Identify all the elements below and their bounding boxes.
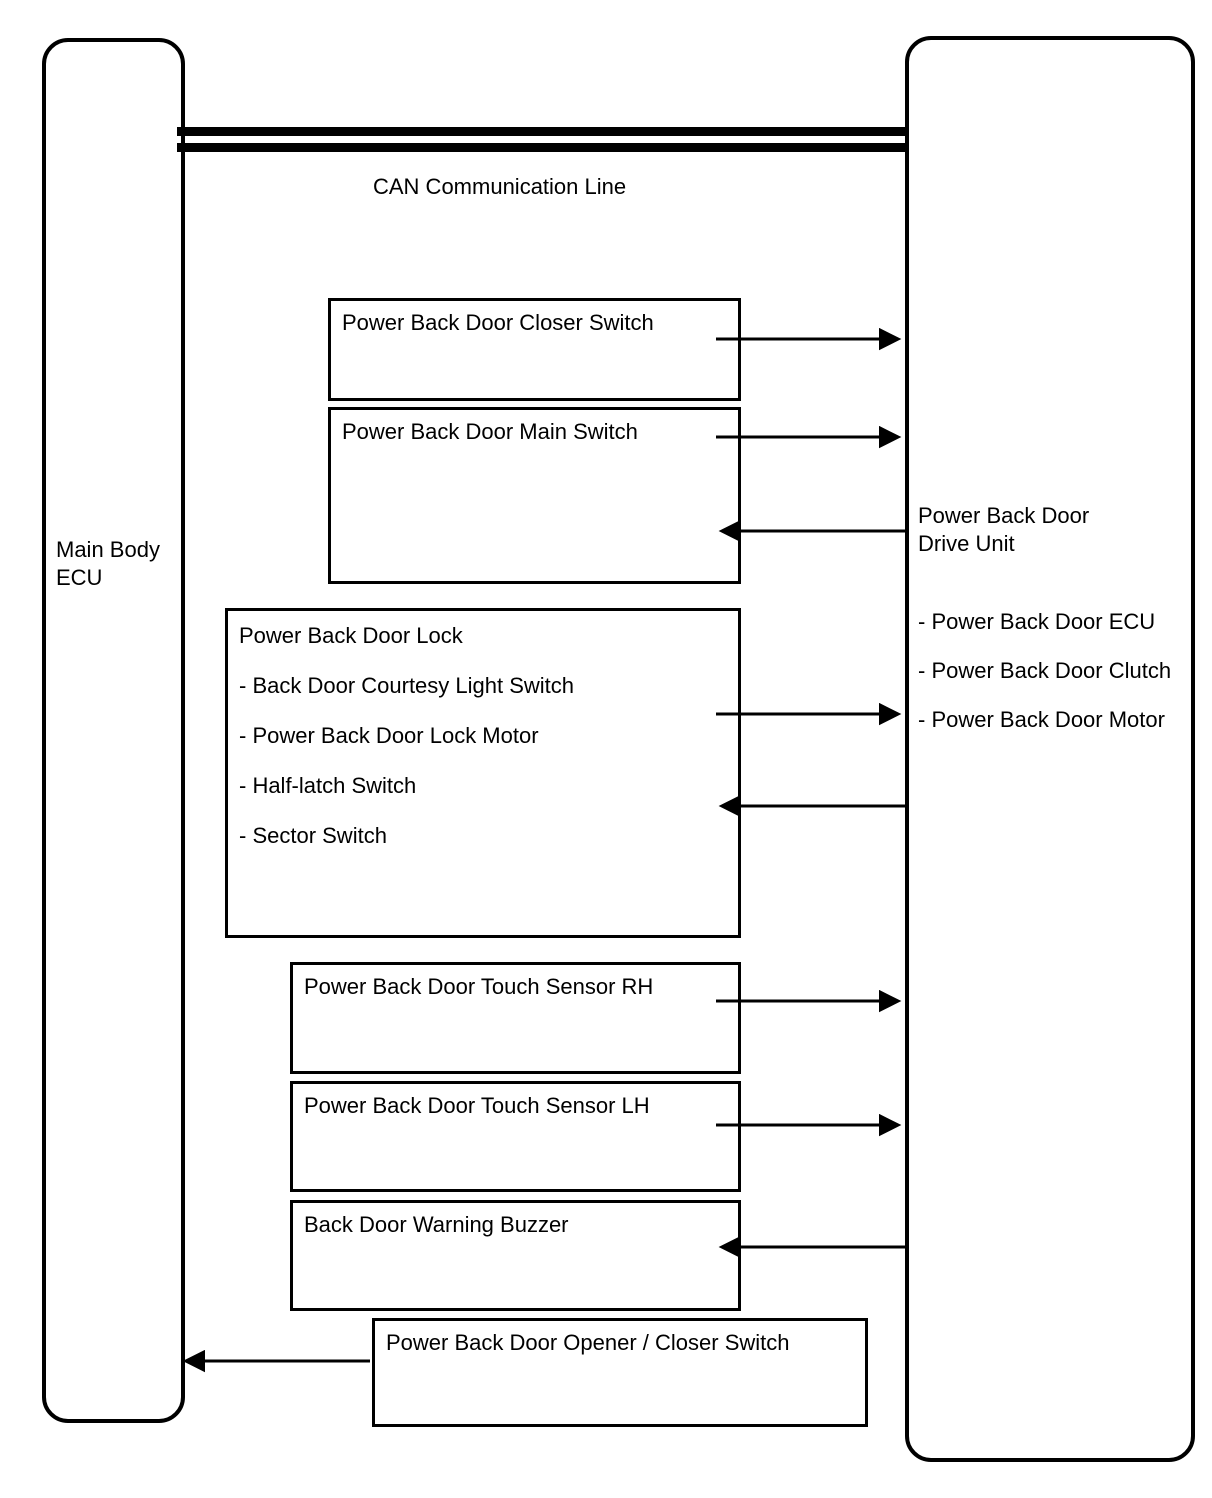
main-switch-label: Power Back Door Main Switch: [342, 419, 638, 444]
warning-buzzer-box: [290, 1200, 741, 1311]
opener-closer-switch-label: Power Back Door Opener / Closer Switch: [386, 1330, 790, 1355]
drive-unit-item: - Power Back Door Clutch: [918, 658, 1172, 683]
drive-unit-title-line1: Power Back Door: [918, 503, 1090, 528]
can-communication-line-top: [177, 127, 907, 136]
main-body-ecu-unit: [42, 38, 185, 1423]
touch-sensor-lh-box: [290, 1081, 741, 1192]
closer-switch-label: Power Back Door Closer Switch: [342, 310, 654, 335]
drive-unit-text: [918, 502, 1198, 755]
lock-box-title: Power Back Door Lock: [239, 623, 463, 648]
main-body-ecu-label: [56, 536, 160, 592]
drive-unit-items: [918, 608, 1198, 734]
main-switch-box: [328, 407, 741, 584]
drive-unit-item: - Power Back Door ECU: [918, 609, 1156, 634]
touch-sensor-rh-box: [290, 962, 741, 1074]
lock-box-item: - Power Back Door Lock Motor: [239, 723, 539, 748]
touch-sensor-lh-label: Power Back Door Touch Sensor LH: [304, 1093, 650, 1118]
warning-buzzer-label: Back Door Warning Buzzer: [304, 1212, 569, 1237]
touch-sensor-rh-label: Power Back Door Touch Sensor RH: [304, 974, 654, 999]
drive-unit-title-line2: Drive Unit: [918, 531, 1015, 556]
lock-box-item: - Back Door Courtesy Light Switch: [239, 673, 575, 698]
can-communication-line-bottom: [177, 143, 907, 152]
lock-box-item: - Half-latch Switch: [239, 773, 417, 798]
lock-box: [225, 608, 741, 938]
main-body-ecu-label-line2: ECU: [56, 565, 103, 590]
lock-box-item: - Sector Switch: [239, 823, 387, 848]
closer-switch-box: [328, 298, 741, 401]
opener-closer-switch-box: [372, 1318, 868, 1427]
drive-unit-item: - Power Back Door Motor: [918, 707, 1165, 732]
can-communication-line-label: CAN Communication Line: [373, 174, 627, 199]
main-body-ecu-label-line1: Main Body: [56, 537, 160, 562]
